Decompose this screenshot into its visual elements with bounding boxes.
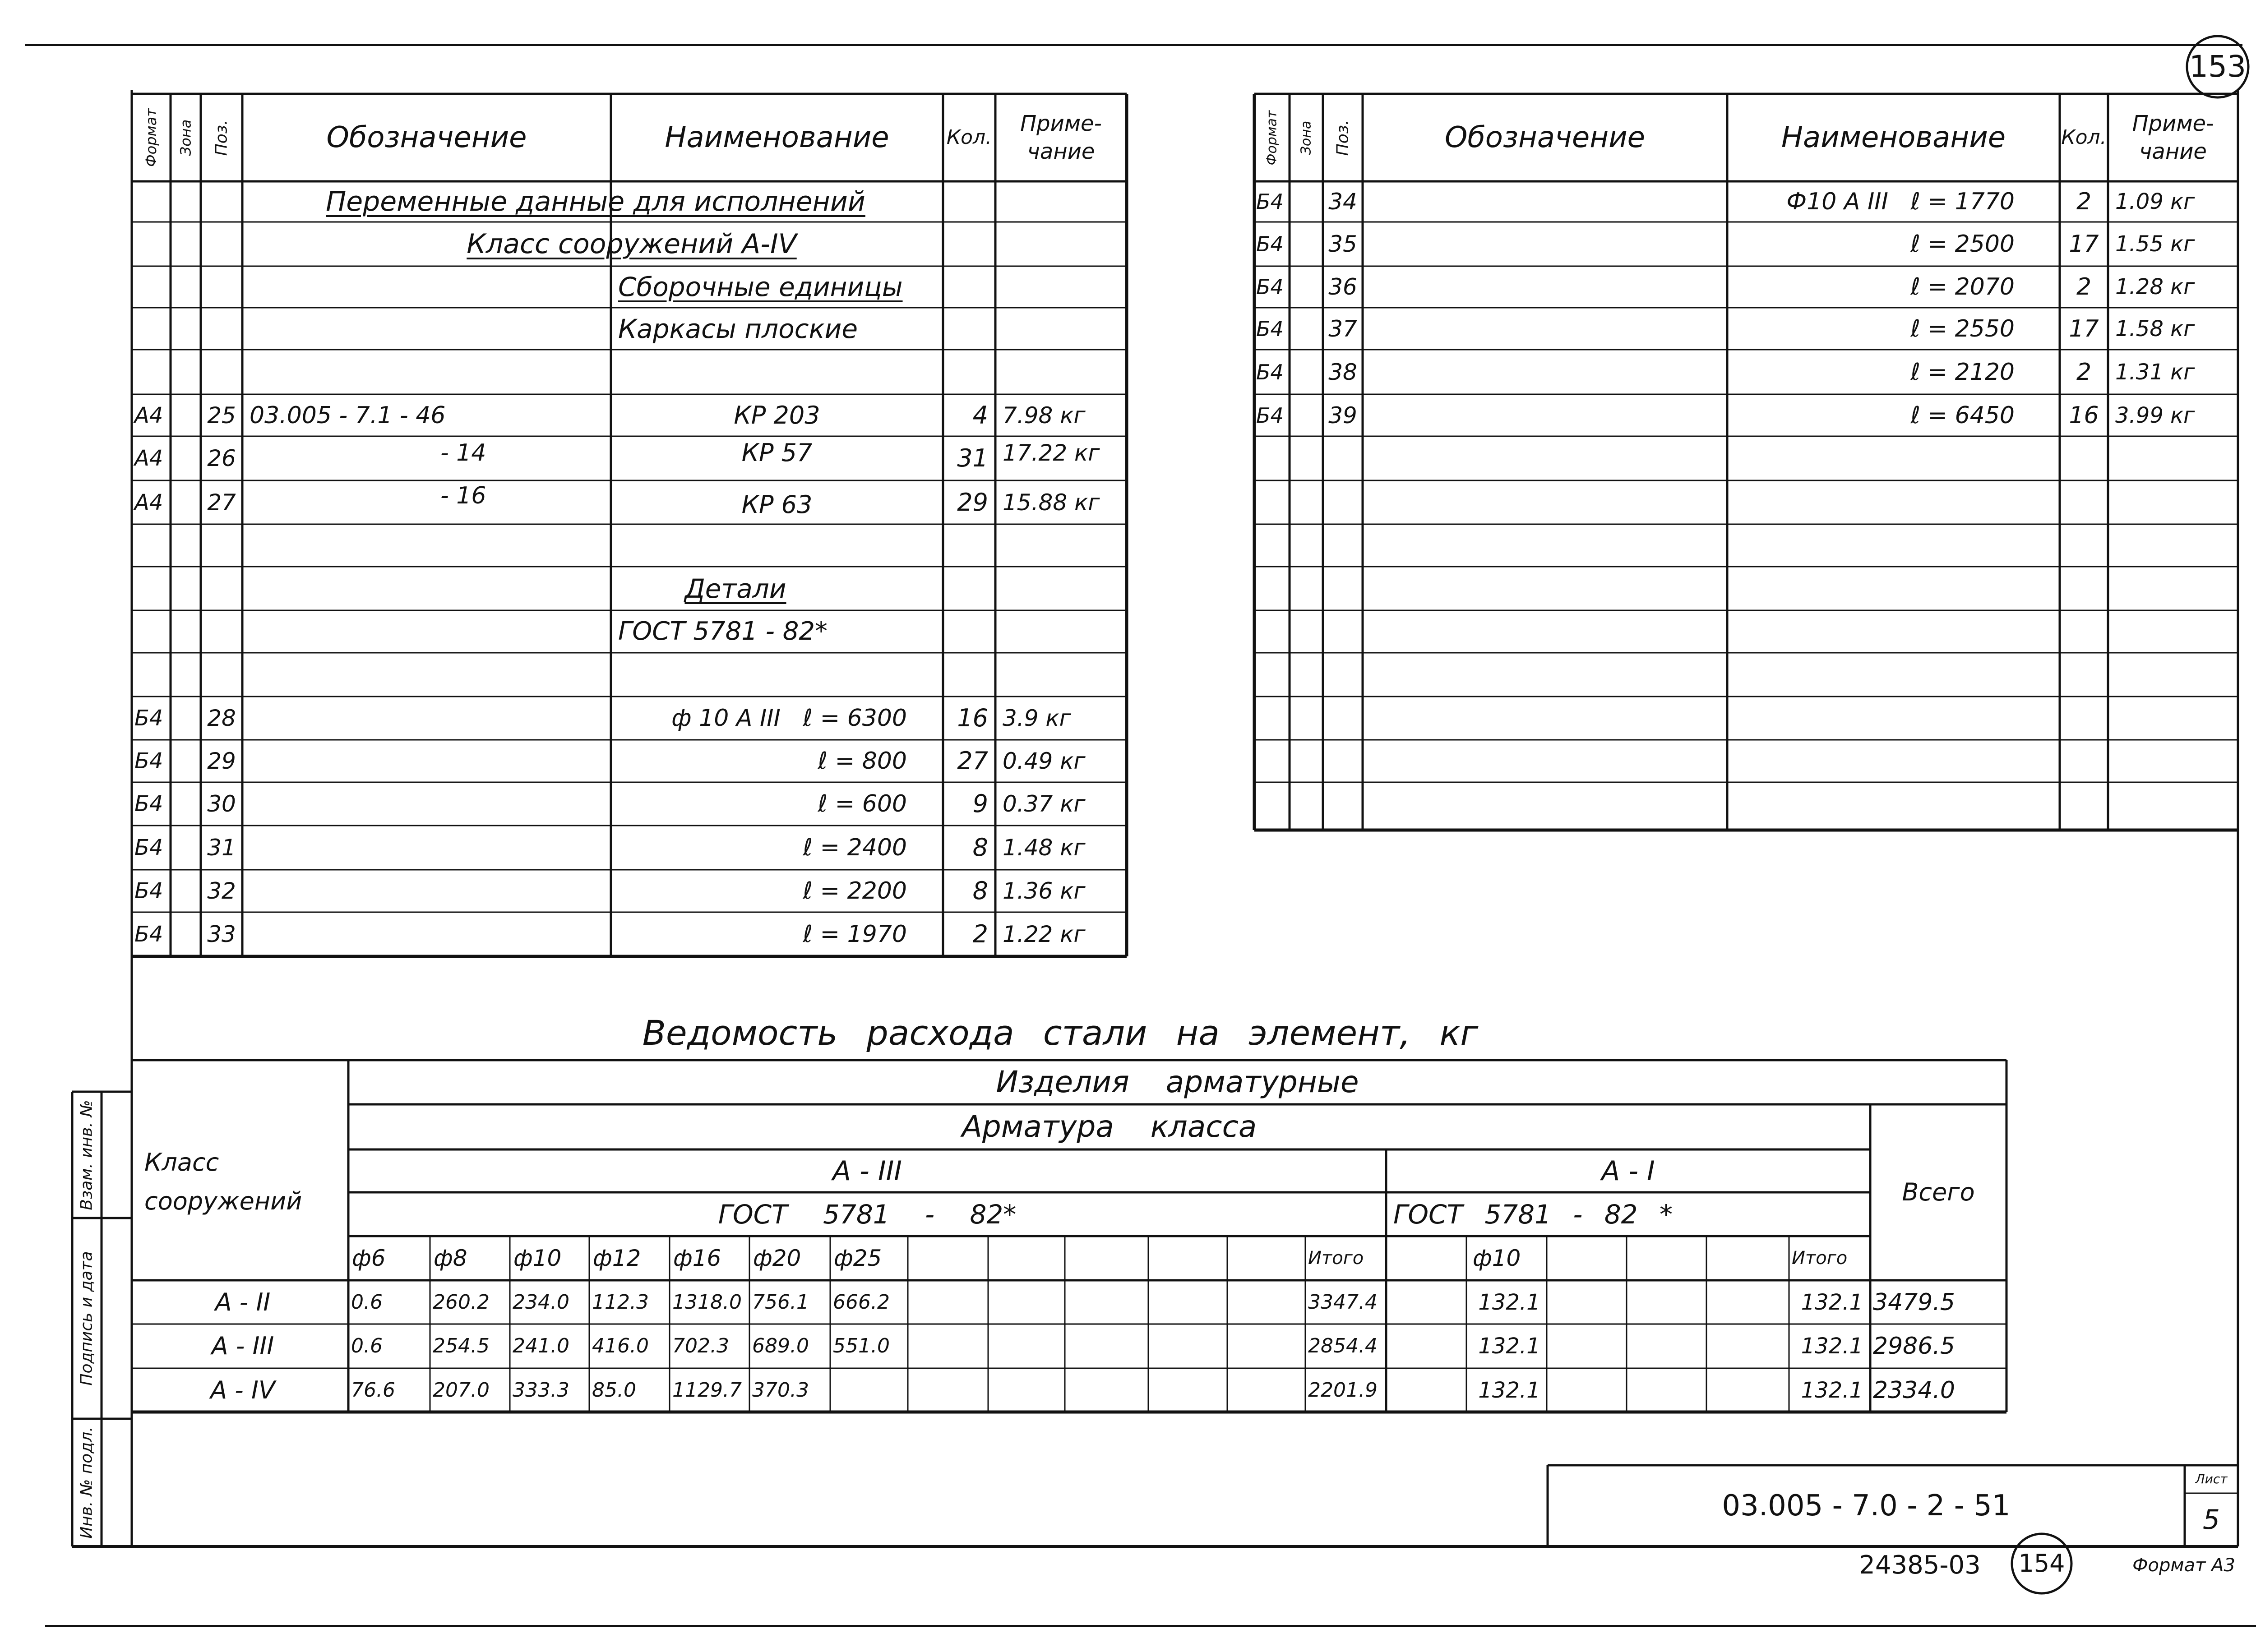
left-header-name: Наименование [665, 121, 889, 154]
row39-qty: 16 [2069, 401, 2099, 429]
section-title-variable-data: Переменные данные для исполнений [326, 186, 865, 217]
row27-note: 15.88 кг [1003, 489, 1100, 516]
steel-cell-a1 [1547, 1280, 1627, 1324]
row26-designation: - 14 [440, 439, 486, 466]
steel-cell-a3: 333.3 [513, 1378, 569, 1402]
steel-group-a3: А - III [832, 1155, 902, 1187]
row29-note: 0.49 кг [1003, 748, 1086, 774]
steel-header-products: Изделия арматурные [996, 1065, 1359, 1099]
right-header-name: Наименование [1781, 121, 2006, 154]
steel-cell-a1: 132.1 [1478, 1289, 1540, 1315]
row27-qty: 29 [957, 488, 988, 517]
row32-format: Б4 [134, 878, 163, 904]
row37-pos: 37 [1328, 315, 1357, 342]
row33-format: Б4 [134, 922, 163, 947]
steel-cell-a3: 702.3 [672, 1334, 729, 1357]
diam-a3-total: Итого [1308, 1248, 1364, 1269]
steel-row-total: 2986.5 [1873, 1332, 1955, 1360]
row38-note: 1.31 кг [2115, 359, 2195, 385]
steel-cell-a3 [1227, 1368, 1305, 1412]
row30-note: 0.37 кг [1003, 791, 1086, 817]
right-header-zone: Зона [1298, 120, 1314, 155]
row27-pos: 27 [207, 489, 236, 516]
row34-format: Б4 [1256, 189, 1284, 214]
steel-cell-a1 [1386, 1280, 1466, 1324]
steel-cell-a1 [1547, 1368, 1627, 1412]
row27-name: КР 63 [741, 490, 813, 519]
steel-cell-a1 [1386, 1324, 1466, 1368]
steel-cell-a1 [1547, 1324, 1627, 1368]
steel-cell-a3: 260.2 [433, 1290, 490, 1314]
steel-cell-a3 [988, 1324, 1065, 1368]
row25-qty: 4 [972, 401, 988, 429]
row32-qty: 8 [972, 877, 988, 905]
archive-number: 24385-03 [1859, 1550, 1981, 1580]
steel-cell-a3 [1148, 1368, 1227, 1412]
steel-group-a1: А - I [1601, 1155, 1655, 1187]
steel-cell-a3 [988, 1368, 1065, 1412]
steel-cell-a1 [1627, 1280, 1706, 1324]
details-standard: ГОСТ 5781 - 82* [618, 617, 828, 646]
stamp-replacement-inventory: Взам. инв. № [78, 1099, 96, 1210]
row31-qty: 8 [972, 833, 988, 862]
steel-cell-a3: 689.0 [752, 1334, 809, 1357]
section-title-flat-frames: Каркасы плоские [618, 313, 858, 344]
row33-note: 1.22 кг [1003, 921, 1086, 947]
steel-cell-a3: 2201.9 [1308, 1378, 1378, 1402]
steel-header-class: Арматура класса [962, 1109, 1257, 1144]
row37-format: Б4 [1256, 316, 1284, 341]
row39-format: Б4 [1256, 403, 1284, 428]
steel-cell-a3: 254.5 [433, 1334, 490, 1357]
steel-cell-a1 [1706, 1368, 1789, 1412]
right-header-pos: Поз. [1333, 120, 1352, 156]
steel-header-structure-class: Класс сооружений [144, 1148, 302, 1215]
row29-name: ℓ = 800 [818, 748, 907, 775]
row31-format: Б4 [134, 835, 163, 860]
row32-name: ℓ = 2200 [803, 877, 907, 904]
row31-note: 1.48 кг [1003, 835, 1086, 861]
diam-a3-2: ф10 [513, 1245, 562, 1271]
row25-format: А4 [134, 402, 163, 428]
steel-cell-a1 [1706, 1280, 1789, 1324]
row38-name: ℓ = 2120 [1910, 358, 2015, 386]
row33-pos: 33 [207, 921, 236, 947]
stamp-signature-date: Подпись и дата [78, 1251, 97, 1386]
row36-qty: 2 [2076, 273, 2092, 300]
row32-note: 1.36 кг [1003, 878, 1086, 904]
row36-note: 1.28 кг [2115, 274, 2195, 300]
row26-note: 17.22 кг [1003, 440, 1100, 466]
diam-a3-6: ф25 [834, 1245, 882, 1271]
steel-cell-a3 [988, 1280, 1065, 1324]
steel-cell-a3: 0.6 [351, 1334, 383, 1357]
sheet-label: Лист [2195, 1472, 2228, 1486]
row34-pos: 34 [1328, 189, 1357, 215]
row34-qty: 2 [2076, 188, 2092, 215]
steel-cell-a3 [1227, 1280, 1305, 1324]
row35-note: 1.55 кг [2115, 231, 2195, 257]
page-circle-number: 154 [2018, 1549, 2065, 1578]
row27-format: А4 [134, 489, 163, 515]
steel-cell-a3: 207.0 [433, 1378, 490, 1402]
steel-cell-a3 [908, 1280, 988, 1324]
steel-cell-a3: 1318.0 [672, 1290, 742, 1314]
row30-pos: 30 [207, 791, 236, 817]
diam-a3-4: ф16 [673, 1245, 721, 1271]
steel-cell-a3: 0.6 [351, 1290, 383, 1314]
left-header-note: Приме- чание [1020, 111, 1102, 164]
row35-pos: 35 [1328, 231, 1357, 257]
row36-name: ℓ = 2070 [1910, 273, 2015, 300]
steel-cell-a3 [908, 1368, 988, 1412]
steel-cell-a1: 132.1 [1801, 1333, 1863, 1359]
row25-pos: 25 [207, 402, 236, 429]
row28-format: Б4 [134, 706, 163, 731]
steel-cell-a1: 132.1 [1478, 1377, 1540, 1403]
steel-cell-a3: 3347.4 [1308, 1290, 1378, 1314]
stamp-inventory-original: Инв. № подл. [78, 1426, 96, 1539]
steel-row-class: А - IV [210, 1375, 275, 1404]
row36-pos: 36 [1328, 274, 1357, 300]
left-header-pos: Поз. [212, 120, 231, 156]
row25-designation: 03.005 - 7.1 - 46 [250, 401, 446, 429]
diam-a3-1: ф8 [434, 1245, 467, 1271]
right-header-format: Формат [1264, 110, 1280, 165]
steel-cell-a3 [1065, 1368, 1148, 1412]
steel-cell-a3: 666.2 [833, 1290, 890, 1314]
row28-name: ф 10 А III ℓ = 6300 [671, 705, 907, 732]
steel-table-title: Ведомость расхода стали на элемент, кг [642, 1013, 1479, 1053]
steel-cell-a1 [1627, 1368, 1706, 1412]
left-header-format: Формат [143, 108, 160, 167]
steel-cell-a1: 132.1 [1801, 1289, 1863, 1315]
row27-designation: - 16 [440, 482, 486, 509]
row37-qty: 17 [2069, 315, 2099, 342]
row30-format: Б4 [134, 791, 163, 817]
steel-cell-a3 [908, 1324, 988, 1368]
row28-pos: 28 [207, 705, 236, 731]
row28-note: 3.9 кг [1003, 705, 1071, 731]
diam-a3-0: ф6 [352, 1245, 386, 1271]
steel-gost-a3: ГОСТ 5781 - 82* [718, 1199, 1017, 1230]
steel-row-class: А - II [215, 1287, 271, 1316]
steel-cell-a3 [1148, 1324, 1227, 1368]
steel-cell-a1 [1706, 1324, 1789, 1368]
row35-qty: 17 [2069, 231, 2099, 258]
paper-format: Формат А3 [2132, 1555, 2235, 1576]
row36-format: Б4 [1256, 275, 1284, 299]
steel-cell-a1 [1386, 1368, 1466, 1412]
steel-cell-a3: 112.3 [592, 1290, 649, 1314]
row30-name: ℓ = 600 [818, 790, 907, 817]
steel-cell-a3: 370.3 [752, 1378, 809, 1402]
row37-name: ℓ = 2550 [1910, 315, 2015, 342]
right-header-designation: Обозначение [1444, 121, 1646, 154]
steel-cell-a3: 756.1 [752, 1290, 809, 1314]
row30-qty: 9 [972, 789, 988, 818]
row31-name: ℓ = 2400 [803, 834, 907, 861]
row33-qty: 2 [972, 920, 988, 948]
row26-qty: 31 [957, 444, 988, 472]
steel-cell-a3: 234.0 [513, 1290, 569, 1314]
steel-cell-a3: 416.0 [592, 1334, 649, 1357]
steel-total-label: Всего [1902, 1178, 1975, 1206]
row32-pos: 32 [207, 878, 236, 904]
steel-gost-a1: ГОСТ 5781 - 82 * [1393, 1199, 1673, 1230]
row26-pos: 26 [207, 445, 236, 471]
row33-name: ℓ = 1970 [803, 921, 907, 948]
row29-format: Б4 [134, 748, 163, 774]
row37-note: 1.58 кг [2115, 316, 2195, 341]
steel-cell-a3 [1065, 1324, 1148, 1368]
steel-row-total: 2334.0 [1873, 1376, 1955, 1404]
row28-qty: 16 [957, 704, 988, 732]
row38-format: Б4 [1256, 360, 1284, 384]
right-header-qty: Кол. [2061, 126, 2107, 149]
diam-a1-total: Итого [1792, 1248, 1848, 1269]
row29-pos: 29 [207, 748, 236, 774]
steel-cell-a3: 551.0 [833, 1334, 890, 1357]
steel-row-class: А - III [211, 1331, 274, 1360]
steel-cell-a3 [1227, 1324, 1305, 1368]
row39-note: 3.99 кг [2115, 402, 2195, 428]
right-header-note: Приме- чание [2132, 111, 2214, 164]
row34-name: Ф10 А III ℓ = 1770 [1786, 188, 2015, 215]
row29-qty: 27 [957, 747, 988, 775]
steel-cell-a3: 2854.4 [1308, 1334, 1378, 1357]
row39-name: ℓ = 6450 [1910, 401, 2015, 429]
section-title-details: Детали [684, 573, 786, 604]
diam-a3-5: ф20 [753, 1245, 801, 1271]
diam-a1-1: ф10 [1473, 1245, 1521, 1271]
left-header-zone: Зона [177, 119, 194, 156]
sheet-value: 5 [2202, 1504, 2220, 1536]
row25-name: КР 203 [734, 401, 820, 429]
steel-cell-a3: 1129.7 [672, 1378, 742, 1402]
row35-name: ℓ = 2500 [1910, 231, 2015, 258]
row34-note: 1.09 кг [2115, 189, 2195, 214]
steel-cell-a3 [1148, 1280, 1227, 1324]
steel-cell-a1: 132.1 [1478, 1333, 1540, 1359]
section-title-assembly-units: Сборочные единицы [618, 272, 903, 302]
row35-format: Б4 [1256, 232, 1284, 256]
steel-cell-a3: 241.0 [513, 1334, 569, 1357]
row26-name: КР 57 [741, 438, 813, 467]
steel-cell-a1: 132.1 [1801, 1377, 1863, 1403]
row31-pos: 31 [207, 835, 236, 861]
steel-cell-a3: 85.0 [592, 1378, 636, 1402]
row38-pos: 38 [1328, 359, 1357, 385]
steel-cell-a3 [830, 1368, 908, 1412]
diam-a3-3: ф12 [593, 1245, 641, 1271]
steel-row-total: 3479.5 [1873, 1288, 1955, 1316]
sheet-number-top: 153 [2189, 49, 2246, 84]
row39-pos: 39 [1328, 402, 1357, 429]
row26-format: А4 [134, 446, 163, 471]
document-code: 03.005 - 7.0 - 2 - 51 [1722, 1489, 2011, 1523]
steel-cell-a3: 76.6 [351, 1378, 395, 1402]
steel-cell-a3 [1065, 1280, 1148, 1324]
left-header-qty: Кол. [946, 126, 992, 149]
section-title-structure-class: Класс сооружений А-IV [467, 228, 797, 260]
left-header-designation: Обозначение [326, 121, 527, 154]
row38-qty: 2 [2076, 358, 2092, 386]
row25-note: 7.98 кг [1003, 402, 1086, 429]
steel-cell-a1 [1627, 1324, 1706, 1368]
